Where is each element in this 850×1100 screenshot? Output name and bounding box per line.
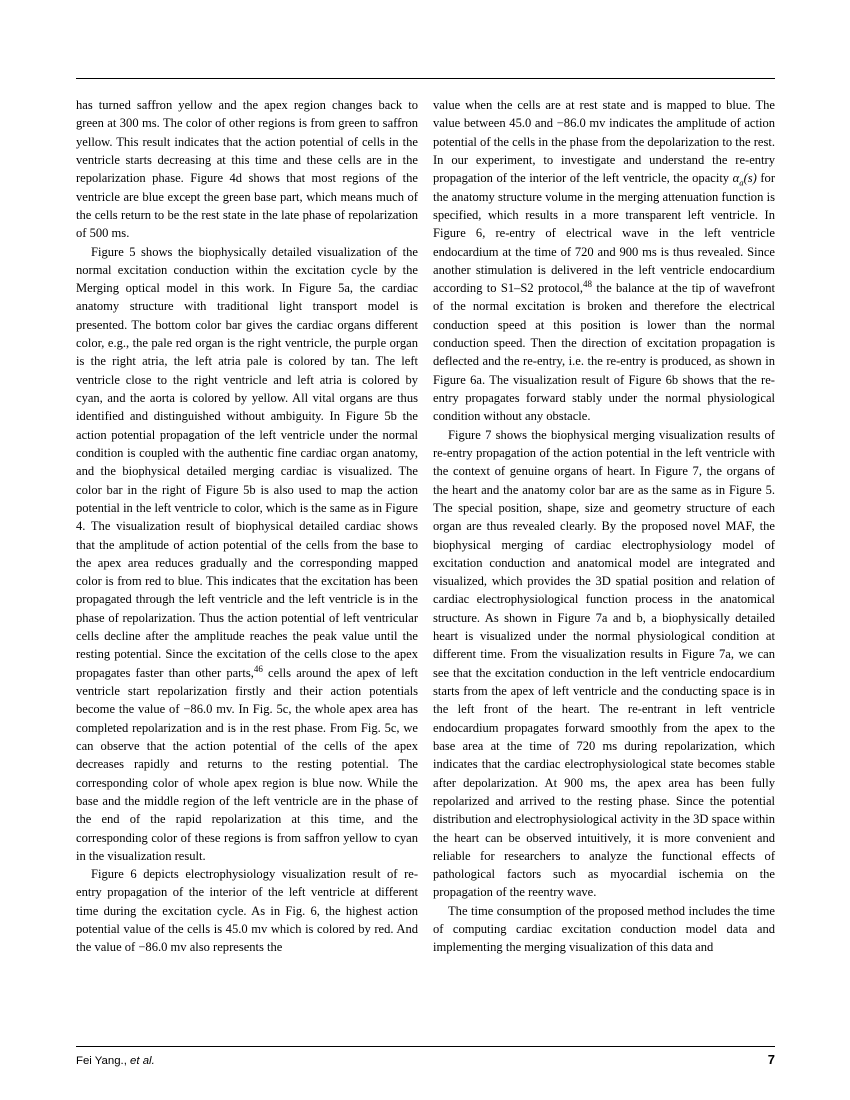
paragraph: The time consumption of the proposed method includes the time of computing cardiac excitation conduction model data and implementing the merging visualization of this data and [433, 903, 775, 955]
citation-superscript[interactable]: 46 [253, 663, 263, 674]
paragraph [433, 96, 775, 426]
page-footer [76, 1052, 775, 1067]
citation-superscript[interactable]: 48 [582, 278, 592, 289]
paragraph: Figure 7 shows the biophysical merging visualization results of re-entry propagation of the action potential in the left ventricle with the context of genuine organs of heart. In Figure 7, the organs of the heart and the anatomy color bar are as the same as in Figure 5. The special position, shape, size and geometry structure of each organ are thus revealed clearly. By the proposed novel MAF, the biophysical merging of cardiac electrophysiology model of excitation conduction and anatomical model are integrated and visualized, which provides the 3D spatial position and relation of cardiac electrophysiological function process in the anatomical structure. As shown in Figure 7a and b, a biophysically detailed heart is visualized under the normal physiological condition at different time. From the visualization results in Figure 7a, we can see that the excitation conduction in the left ventricle endocardium starts from the apex of left ventricle and the conducting space is in the left front of the heart. The re-entrant in left ventricle endocardium propagates forward smoothly from the apex to the base area at the time of 720 ms during repolarization, which indicates that the cardiac electrophysiological state becomes stable after depolarization. At 900 ms, the apex area has been fully repolarized and arrived to the resting phase. Since the potential distribution and electrophysiological activity in the 3D space within the heart can be observed intuitively, it is more convenient and reliable for researchers to analyze the functional effects of pathological factors such as myocardial ischemia on the propagation of the reentry wave. [433, 427, 775, 900]
running-head-author: Fei Yang., [76, 1055, 131, 1067]
math-symbol-alpha: α [732, 171, 740, 186]
header-rule [76, 78, 775, 79]
paragraph-text-continued: cells around the apex of left ventricle start repolarization firstly and their action potentials become the value of −86.0 mv. In Fig. 5c, the whole apex area has completed repolarization and is in the rest phase. From Fig. 5c, we can observe that the action potential of the cells of the apex decreases rapidly and returns to the resting potential. The corresponding color of whole apex region is blue now. While the base and the middle region of the left ventricle are in the phase of the end of the rapid repolarization at this time, and the corresponding color of these regions is from saffron yellow to cyan in the visualization result. [76, 665, 418, 863]
two-column-body [76, 96, 775, 1026]
running-head-etal: et al. [130, 1055, 155, 1067]
math-subscript: a [739, 177, 744, 188]
paragraph: Figure 6 depicts electrophysiology visualization result of re-entry propagation of the interior of the left ventricle at different time during the excitation cycle. As in Fig. 6, the highest action potential value of the cells is 45.0 mv which is colored by red. And the value of −86.0 mv also represents the [76, 867, 418, 955]
page-number: 7 [767, 1052, 775, 1067]
math-expression-opacity [732, 171, 757, 188]
left-column [76, 96, 418, 1026]
paragraph-text: value when the cells are at rest state and is mapped to blue. The value between 45.0 and −86.0 mv indicates the amplitude of action potential of the cells in the phase from the depolarization to the rest. In our experiment, to investigate and understand the re-entry propagation of the interior of the left ventricle, the opacity [433, 98, 775, 186]
paragraph: has turned saffron yellow and the apex region changes back to green at 300 ms. The color of other regions is from green to saffron yellow. This result indicates that the action potential of cells in the ventricle starts decreasing at this time and these cells are in the repolarization phase. Figure 4d shows that most regions of the ventricle are blue except the green base part, which means much of the cells return to be the rest state in the late phase of repolarization of 500 ms. [76, 98, 418, 241]
paragraph-text-tail: the balance at the tip of wavefront of the normal excitation is broken and therefore the electrical conduction speed at this position is lower than the normal conduction speed. Then the direction of excitation propagation is deflected and the re-entry, i.e. the re-entry is produced, as shown in Figure 6a. The visualization result of Figure 6b shows that the re-entry propagates forward stably under the normal physiological condition without any obstacle. [433, 281, 775, 424]
running-head [76, 1055, 155, 1067]
math-argument: (s) [743, 171, 757, 186]
footer-rule [76, 1046, 775, 1047]
right-column [433, 96, 775, 1026]
paragraph-text: Figure 5 shows the biophysically detailed visualization of the normal excitation conduction within the excitation cycle by the Merging optical model in this work. In Figure 5a, the cardiac anatomy structure with traditional light transport model is presented. The bottom color bar gives the cardiac organs different color, e.g., the pale red organ is the right ventricle, the purple organ is the right atria, the left atria pale is colored by tan. The left ventricle close to the right ventricle and left atria is colored by cyan, and the aorta is colored by yellow. All vital organs are thus identified and distinguished without ambiguity. In Figure 5b the action potential propagation of the left ventricle under the normal condition is coupled with the authentic fine cardiac organ anatomy, and the biophysical detailed merging cardiac is visualized. The color bar in the right of Figure 5b is also used to map the action potential in the left ventricle to color, which is the same as in Figure 4. The visualization result of biophysical detailed cardiac shows that the amplitude of action potential of the cells from the base to the apex area reduces gradually and the corresponding mapped color is from red to blue. This indicates that the excitation has been propagated through the left ventricle and the left ventricle is in the phase of repolarization. Thus the action potential of left ventricular cells decline after the amplitude reaches the peak value until the resting potential. Since the excitation of the cells close to the apex propagates faster than other parts, [76, 244, 418, 680]
paragraph [76, 243, 418, 866]
paragraph-text-continued: for the anatomy structure volume in the merging attenuation function is specified, which results in a more transparent left ventricle. In Figure 6, re-entry of electrical wave in the left ventricle endocardium at the time of 720 and 900 ms is thus revealed. Since another stimulation is delivered in the left ventricle endocardium according to S1–S2 protocol, [433, 171, 775, 296]
